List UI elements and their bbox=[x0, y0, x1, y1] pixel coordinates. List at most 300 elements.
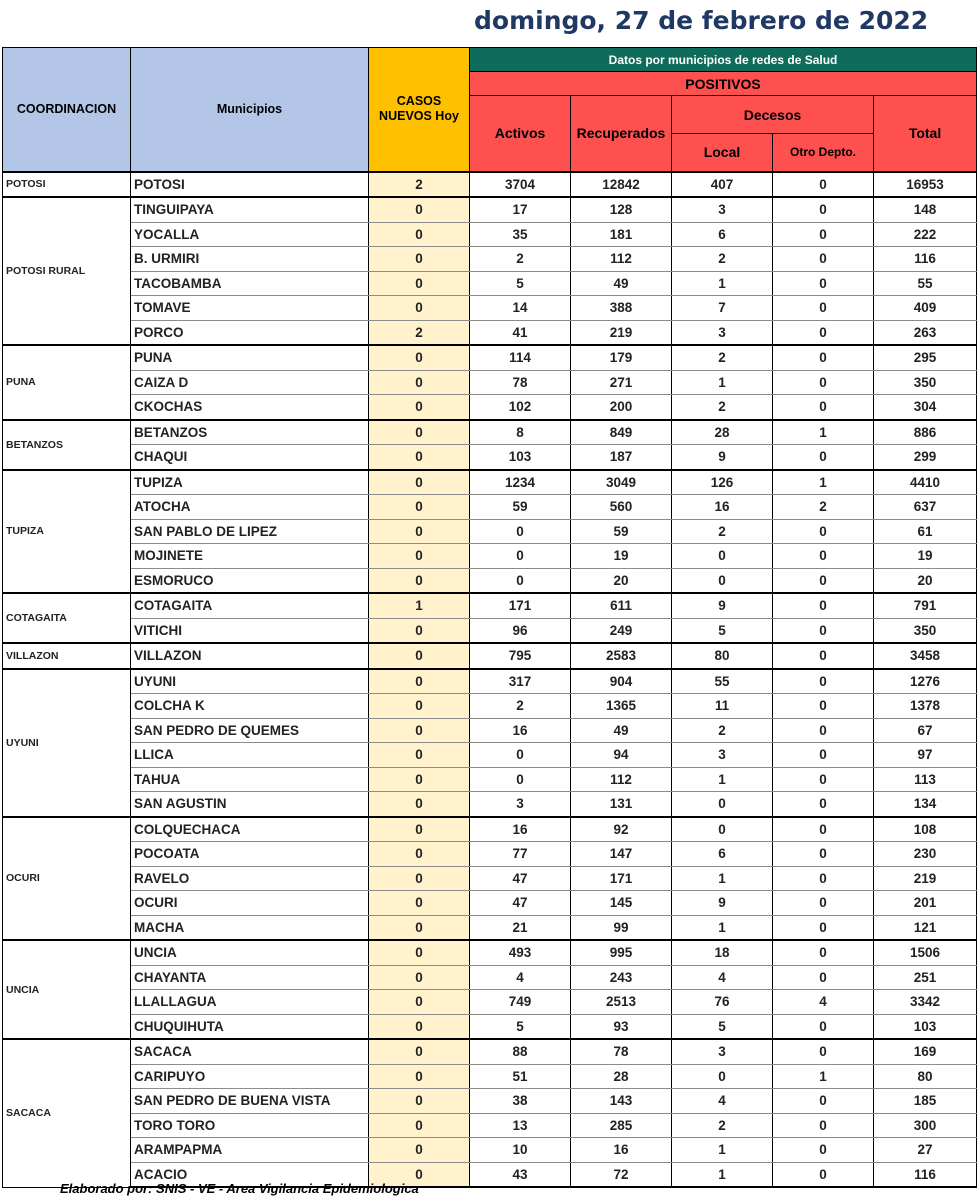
total-cell: 16953 bbox=[874, 172, 977, 198]
otro-cell: 0 bbox=[773, 1138, 874, 1163]
recuperados-cell: 249 bbox=[571, 618, 672, 643]
table-row bbox=[3, 842, 977, 867]
table-row bbox=[3, 544, 977, 569]
municipio-cell: SAN PEDRO DE QUEMES bbox=[131, 718, 369, 743]
activos-cell: 114 bbox=[470, 345, 571, 370]
recuperados-cell: 187 bbox=[571, 445, 672, 470]
municipio-cell: TACOBAMBA bbox=[131, 271, 369, 296]
casos-cell: 0 bbox=[369, 643, 470, 669]
table-row bbox=[3, 271, 977, 296]
local-cell: 0 bbox=[672, 1064, 773, 1089]
local-cell: 76 bbox=[672, 990, 773, 1015]
recuperados-cell: 285 bbox=[571, 1113, 672, 1138]
coordinacion-cell: BETANZOS bbox=[3, 420, 131, 470]
otro-cell: 4 bbox=[773, 990, 874, 1015]
activos-cell: 2 bbox=[470, 247, 571, 272]
municipio-cell: TINGUIPAYA bbox=[131, 197, 369, 222]
activos-cell: 3 bbox=[470, 792, 571, 817]
recuperados-cell: 904 bbox=[571, 669, 672, 694]
table-row bbox=[3, 320, 977, 345]
recuperados-cell: 49 bbox=[571, 271, 672, 296]
total-cell: 103 bbox=[874, 1014, 977, 1039]
otro-cell: 0 bbox=[773, 222, 874, 247]
table-row bbox=[3, 1064, 977, 1089]
otro-cell: 0 bbox=[773, 172, 874, 198]
municipio-cell: ATOCHA bbox=[131, 495, 369, 520]
otro-cell: 0 bbox=[773, 1089, 874, 1114]
table-row bbox=[3, 519, 977, 544]
recuperados-cell: 78 bbox=[571, 1039, 672, 1064]
total-cell: 185 bbox=[874, 1089, 977, 1114]
local-cell: 2 bbox=[672, 718, 773, 743]
municipio-cell: ACACIO bbox=[131, 1162, 369, 1187]
otro-cell: 0 bbox=[773, 1039, 874, 1064]
casos-cell: 0 bbox=[369, 1014, 470, 1039]
activos-cell: 0 bbox=[470, 568, 571, 593]
table-row bbox=[3, 470, 977, 495]
report-table-wrapper bbox=[2, 47, 976, 1188]
casos-cell: 0 bbox=[369, 866, 470, 891]
header-municipios: Municipios bbox=[131, 48, 369, 172]
local-cell: 0 bbox=[672, 792, 773, 817]
otro-cell: 0 bbox=[773, 519, 874, 544]
activos-cell: 35 bbox=[470, 222, 571, 247]
municipio-cell: UYUNI bbox=[131, 669, 369, 694]
header-local: Local bbox=[672, 134, 773, 172]
casos-cell: 0 bbox=[369, 767, 470, 792]
recuperados-cell: 131 bbox=[571, 792, 672, 817]
table-row bbox=[3, 370, 977, 395]
otro-cell: 1 bbox=[773, 470, 874, 495]
municipio-cell: B. URMIRI bbox=[131, 247, 369, 272]
recuperados-cell: 145 bbox=[571, 891, 672, 916]
casos-cell: 0 bbox=[369, 296, 470, 321]
total-cell: 350 bbox=[874, 618, 977, 643]
casos-cell: 0 bbox=[369, 915, 470, 940]
casos-cell: 0 bbox=[369, 990, 470, 1015]
coordinacion-cell: SACACA bbox=[3, 1039, 131, 1187]
casos-cell: 0 bbox=[369, 271, 470, 296]
local-cell: 4 bbox=[672, 965, 773, 990]
recuperados-cell: 243 bbox=[571, 965, 672, 990]
table-row bbox=[3, 1138, 977, 1163]
municipio-cell: ARAMPAPMA bbox=[131, 1138, 369, 1163]
casos-cell: 0 bbox=[369, 965, 470, 990]
activos-cell: 51 bbox=[470, 1064, 571, 1089]
casos-cell: 0 bbox=[369, 817, 470, 842]
casos-cell: 0 bbox=[369, 842, 470, 867]
activos-cell: 47 bbox=[470, 866, 571, 891]
coordinacion-cell: PUNA bbox=[3, 345, 131, 420]
table-row bbox=[3, 345, 977, 370]
local-cell: 1 bbox=[672, 767, 773, 792]
activos-cell: 96 bbox=[470, 618, 571, 643]
casos-cell: 0 bbox=[369, 519, 470, 544]
total-cell: 113 bbox=[874, 767, 977, 792]
table-row bbox=[3, 1089, 977, 1114]
header-decesos: Decesos bbox=[672, 96, 874, 134]
table-row bbox=[3, 792, 977, 817]
header-datos-redes: Datos por municipios de redes de Salud bbox=[470, 48, 977, 72]
recuperados-cell: 849 bbox=[571, 420, 672, 445]
page-title: domingo, 27 de febrero de 2022 bbox=[474, 6, 929, 35]
activos-cell: 4 bbox=[470, 965, 571, 990]
table-row bbox=[3, 568, 977, 593]
recuperados-cell: 49 bbox=[571, 718, 672, 743]
casos-cell: 0 bbox=[369, 495, 470, 520]
table-row bbox=[3, 247, 977, 272]
recuperados-cell: 20 bbox=[571, 568, 672, 593]
municipal-cases-table bbox=[2, 47, 977, 1188]
municipio-cell: CKOCHAS bbox=[131, 395, 369, 420]
table-row bbox=[3, 718, 977, 743]
otro-cell: 0 bbox=[773, 618, 874, 643]
activos-cell: 0 bbox=[470, 767, 571, 792]
table-row bbox=[3, 296, 977, 321]
activos-cell: 41 bbox=[470, 320, 571, 345]
municipio-cell: RAVELO bbox=[131, 866, 369, 891]
otro-cell: 0 bbox=[773, 1014, 874, 1039]
header-activos: Activos bbox=[470, 96, 571, 172]
activos-cell: 102 bbox=[470, 395, 571, 420]
total-cell: 791 bbox=[874, 593, 977, 618]
municipio-cell: POCOATA bbox=[131, 842, 369, 867]
municipio-cell: VITICHI bbox=[131, 618, 369, 643]
recuperados-cell: 181 bbox=[571, 222, 672, 247]
activos-cell: 38 bbox=[470, 1089, 571, 1114]
activos-cell: 16 bbox=[470, 817, 571, 842]
municipio-cell: COLCHA K bbox=[131, 694, 369, 719]
local-cell: 407 bbox=[672, 172, 773, 198]
header-total: Total bbox=[874, 96, 977, 172]
local-cell: 6 bbox=[672, 222, 773, 247]
local-cell: 1 bbox=[672, 370, 773, 395]
total-cell: 121 bbox=[874, 915, 977, 940]
table-row bbox=[3, 420, 977, 445]
otro-cell: 0 bbox=[773, 271, 874, 296]
activos-cell: 0 bbox=[470, 519, 571, 544]
total-cell: 409 bbox=[874, 296, 977, 321]
local-cell: 5 bbox=[672, 1014, 773, 1039]
coordinacion-cell: OCURI bbox=[3, 817, 131, 941]
table-row bbox=[3, 915, 977, 940]
local-cell: 2 bbox=[672, 519, 773, 544]
municipio-cell: SAN PEDRO DE BUENA VISTA bbox=[131, 1089, 369, 1114]
recuperados-cell: 200 bbox=[571, 395, 672, 420]
table-row bbox=[3, 172, 977, 198]
casos-cell: 2 bbox=[369, 320, 470, 345]
table-row bbox=[3, 990, 977, 1015]
municipio-cell: POTOSI bbox=[131, 172, 369, 198]
municipio-cell: COTAGAITA bbox=[131, 593, 369, 618]
casos-cell: 0 bbox=[369, 792, 470, 817]
municipio-cell: MACHA bbox=[131, 915, 369, 940]
total-cell: 263 bbox=[874, 320, 977, 345]
casos-cell: 0 bbox=[369, 370, 470, 395]
total-cell: 299 bbox=[874, 445, 977, 470]
municipio-cell: TOMAVE bbox=[131, 296, 369, 321]
activos-cell: 795 bbox=[470, 643, 571, 669]
table-row bbox=[3, 965, 977, 990]
recuperados-cell: 28 bbox=[571, 1064, 672, 1089]
total-cell: 222 bbox=[874, 222, 977, 247]
casos-cell: 0 bbox=[369, 395, 470, 420]
header-otro-depto: Otro Depto. bbox=[773, 134, 874, 172]
activos-cell: 1234 bbox=[470, 470, 571, 495]
recuperados-cell: 93 bbox=[571, 1014, 672, 1039]
local-cell: 7 bbox=[672, 296, 773, 321]
total-cell: 116 bbox=[874, 1162, 977, 1187]
municipio-cell: CARIPUYO bbox=[131, 1064, 369, 1089]
local-cell: 1 bbox=[672, 271, 773, 296]
recuperados-cell: 94 bbox=[571, 743, 672, 768]
recuperados-cell: 219 bbox=[571, 320, 672, 345]
activos-cell: 59 bbox=[470, 495, 571, 520]
local-cell: 2 bbox=[672, 395, 773, 420]
municipio-cell: UNCIA bbox=[131, 940, 369, 965]
total-cell: 97 bbox=[874, 743, 977, 768]
casos-cell: 0 bbox=[369, 891, 470, 916]
recuperados-cell: 995 bbox=[571, 940, 672, 965]
total-cell: 80 bbox=[874, 1064, 977, 1089]
local-cell: 1 bbox=[672, 1162, 773, 1187]
otro-cell: 0 bbox=[773, 743, 874, 768]
local-cell: 55 bbox=[672, 669, 773, 694]
casos-cell: 0 bbox=[369, 669, 470, 694]
activos-cell: 493 bbox=[470, 940, 571, 965]
recuperados-cell: 72 bbox=[571, 1162, 672, 1187]
recuperados-cell: 59 bbox=[571, 519, 672, 544]
activos-cell: 43 bbox=[470, 1162, 571, 1187]
coordinacion-cell: POTOSI bbox=[3, 172, 131, 198]
local-cell: 80 bbox=[672, 643, 773, 669]
otro-cell: 1 bbox=[773, 1064, 874, 1089]
casos-cell: 2 bbox=[369, 172, 470, 198]
municipio-cell: OCURI bbox=[131, 891, 369, 916]
municipio-cell: LLALLAGUA bbox=[131, 990, 369, 1015]
table-row bbox=[3, 891, 977, 916]
table-row bbox=[3, 817, 977, 842]
activos-cell: 0 bbox=[470, 743, 571, 768]
coordinacion-cell: UNCIA bbox=[3, 940, 131, 1039]
casos-cell: 0 bbox=[369, 618, 470, 643]
otro-cell: 0 bbox=[773, 669, 874, 694]
municipio-cell: ESMORUCO bbox=[131, 568, 369, 593]
recuperados-cell: 112 bbox=[571, 767, 672, 792]
total-cell: 3342 bbox=[874, 990, 977, 1015]
table-row bbox=[3, 940, 977, 965]
activos-cell: 317 bbox=[470, 669, 571, 694]
total-cell: 1378 bbox=[874, 694, 977, 719]
casos-cell: 0 bbox=[369, 345, 470, 370]
activos-cell: 2 bbox=[470, 694, 571, 719]
casos-cell: 0 bbox=[369, 940, 470, 965]
municipio-cell: CHUQUIHUTA bbox=[131, 1014, 369, 1039]
table-row bbox=[3, 1014, 977, 1039]
local-cell: 28 bbox=[672, 420, 773, 445]
casos-cell: 0 bbox=[369, 222, 470, 247]
municipio-cell: PUNA bbox=[131, 345, 369, 370]
local-cell: 2 bbox=[672, 1113, 773, 1138]
recuperados-cell: 2513 bbox=[571, 990, 672, 1015]
activos-cell: 13 bbox=[470, 1113, 571, 1138]
table-row bbox=[3, 1039, 977, 1064]
recuperados-cell: 92 bbox=[571, 817, 672, 842]
header-positivos: POSITIVOS bbox=[470, 72, 977, 96]
recuperados-cell: 16 bbox=[571, 1138, 672, 1163]
activos-cell: 88 bbox=[470, 1039, 571, 1064]
total-cell: 201 bbox=[874, 891, 977, 916]
activos-cell: 21 bbox=[470, 915, 571, 940]
casos-cell: 0 bbox=[369, 1113, 470, 1138]
recuperados-cell: 1365 bbox=[571, 694, 672, 719]
casos-cell: 0 bbox=[369, 694, 470, 719]
local-cell: 2 bbox=[672, 345, 773, 370]
recuperados-cell: 147 bbox=[571, 842, 672, 867]
total-cell: 108 bbox=[874, 817, 977, 842]
casos-cell: 0 bbox=[369, 743, 470, 768]
casos-cell: 0 bbox=[369, 445, 470, 470]
total-cell: 4410 bbox=[874, 470, 977, 495]
municipio-cell: CHAQUI bbox=[131, 445, 369, 470]
local-cell: 0 bbox=[672, 817, 773, 842]
activos-cell: 17 bbox=[470, 197, 571, 222]
municipio-cell: SAN PABLO DE LIPEZ bbox=[131, 519, 369, 544]
otro-cell: 0 bbox=[773, 296, 874, 321]
local-cell: 9 bbox=[672, 891, 773, 916]
activos-cell: 77 bbox=[470, 842, 571, 867]
casos-cell: 0 bbox=[369, 718, 470, 743]
otro-cell: 0 bbox=[773, 568, 874, 593]
table-row bbox=[3, 445, 977, 470]
header-recuperados: Recuperados bbox=[571, 96, 672, 172]
activos-cell: 5 bbox=[470, 271, 571, 296]
recuperados-cell: 388 bbox=[571, 296, 672, 321]
otro-cell: 0 bbox=[773, 345, 874, 370]
otro-cell: 0 bbox=[773, 395, 874, 420]
casos-cell: 0 bbox=[369, 568, 470, 593]
activos-cell: 749 bbox=[470, 990, 571, 1015]
total-cell: 886 bbox=[874, 420, 977, 445]
casos-cell: 0 bbox=[369, 1138, 470, 1163]
total-cell: 61 bbox=[874, 519, 977, 544]
table-row bbox=[3, 618, 977, 643]
casos-cell: 0 bbox=[369, 1064, 470, 1089]
casos-cell: 1 bbox=[369, 593, 470, 618]
total-cell: 169 bbox=[874, 1039, 977, 1064]
municipio-cell: YOCALLA bbox=[131, 222, 369, 247]
total-cell: 251 bbox=[874, 965, 977, 990]
otro-cell: 0 bbox=[773, 965, 874, 990]
activos-cell: 103 bbox=[470, 445, 571, 470]
municipio-cell: BETANZOS bbox=[131, 420, 369, 445]
activos-cell: 10 bbox=[470, 1138, 571, 1163]
activos-cell: 8 bbox=[470, 420, 571, 445]
recuperados-cell: 611 bbox=[571, 593, 672, 618]
local-cell: 5 bbox=[672, 618, 773, 643]
otro-cell: 0 bbox=[773, 767, 874, 792]
table-row bbox=[3, 866, 977, 891]
recuperados-cell: 12842 bbox=[571, 172, 672, 198]
municipio-cell: LLICA bbox=[131, 743, 369, 768]
otro-cell: 0 bbox=[773, 197, 874, 222]
activos-cell: 47 bbox=[470, 891, 571, 916]
total-cell: 19 bbox=[874, 544, 977, 569]
casos-cell: 0 bbox=[369, 544, 470, 569]
coordinacion-cell: COTAGAITA bbox=[3, 593, 131, 643]
municipio-cell: COLQUECHACA bbox=[131, 817, 369, 842]
table-row bbox=[3, 395, 977, 420]
local-cell: 11 bbox=[672, 694, 773, 719]
casos-cell: 0 bbox=[369, 247, 470, 272]
casos-cell: 0 bbox=[369, 420, 470, 445]
table-body bbox=[3, 172, 977, 1188]
recuperados-cell: 128 bbox=[571, 197, 672, 222]
total-cell: 55 bbox=[874, 271, 977, 296]
recuperados-cell: 179 bbox=[571, 345, 672, 370]
coordinacion-cell: POTOSI RURAL bbox=[3, 197, 131, 345]
table-row bbox=[3, 694, 977, 719]
municipio-cell: TORO TORO bbox=[131, 1113, 369, 1138]
activos-cell: 171 bbox=[470, 593, 571, 618]
total-cell: 295 bbox=[874, 345, 977, 370]
otro-cell: 0 bbox=[773, 694, 874, 719]
total-cell: 1506 bbox=[874, 940, 977, 965]
coordinacion-cell: UYUNI bbox=[3, 669, 131, 817]
otro-cell: 0 bbox=[773, 842, 874, 867]
total-cell: 134 bbox=[874, 792, 977, 817]
table-row bbox=[3, 669, 977, 694]
municipio-cell: CAIZA D bbox=[131, 370, 369, 395]
local-cell: 2 bbox=[672, 247, 773, 272]
local-cell: 3 bbox=[672, 197, 773, 222]
header-coordinacion: COORDINACION bbox=[3, 48, 131, 172]
total-cell: 116 bbox=[874, 247, 977, 272]
total-cell: 1276 bbox=[874, 669, 977, 694]
total-cell: 27 bbox=[874, 1138, 977, 1163]
municipio-cell: VILLAZON bbox=[131, 643, 369, 669]
local-cell: 6 bbox=[672, 842, 773, 867]
recuperados-cell: 143 bbox=[571, 1089, 672, 1114]
recuperados-cell: 99 bbox=[571, 915, 672, 940]
table-header bbox=[3, 48, 977, 172]
local-cell: 0 bbox=[672, 568, 773, 593]
otro-cell: 0 bbox=[773, 1113, 874, 1138]
local-cell: 3 bbox=[672, 320, 773, 345]
recuperados-cell: 560 bbox=[571, 495, 672, 520]
activos-cell: 5 bbox=[470, 1014, 571, 1039]
municipio-cell: SACACA bbox=[131, 1039, 369, 1064]
recuperados-cell: 2583 bbox=[571, 643, 672, 669]
total-cell: 148 bbox=[874, 197, 977, 222]
local-cell: 3 bbox=[672, 1039, 773, 1064]
recuperados-cell: 112 bbox=[571, 247, 672, 272]
activos-cell: 16 bbox=[470, 718, 571, 743]
local-cell: 1 bbox=[672, 1138, 773, 1163]
local-cell: 0 bbox=[672, 544, 773, 569]
activos-cell: 3704 bbox=[470, 172, 571, 198]
header-casos-nuevos: CASOS NUEVOS Hoy bbox=[369, 48, 470, 172]
activos-cell: 0 bbox=[470, 544, 571, 569]
recuperados-cell: 171 bbox=[571, 866, 672, 891]
recuperados-cell: 271 bbox=[571, 370, 672, 395]
local-cell: 126 bbox=[672, 470, 773, 495]
local-cell: 16 bbox=[672, 495, 773, 520]
footer-credit: Elaborado por: SNIS - VE - Area Vigilancia Epidemiologica bbox=[60, 1181, 419, 1196]
table-row bbox=[3, 593, 977, 618]
municipio-cell: TAHUA bbox=[131, 767, 369, 792]
table-row bbox=[3, 1113, 977, 1138]
